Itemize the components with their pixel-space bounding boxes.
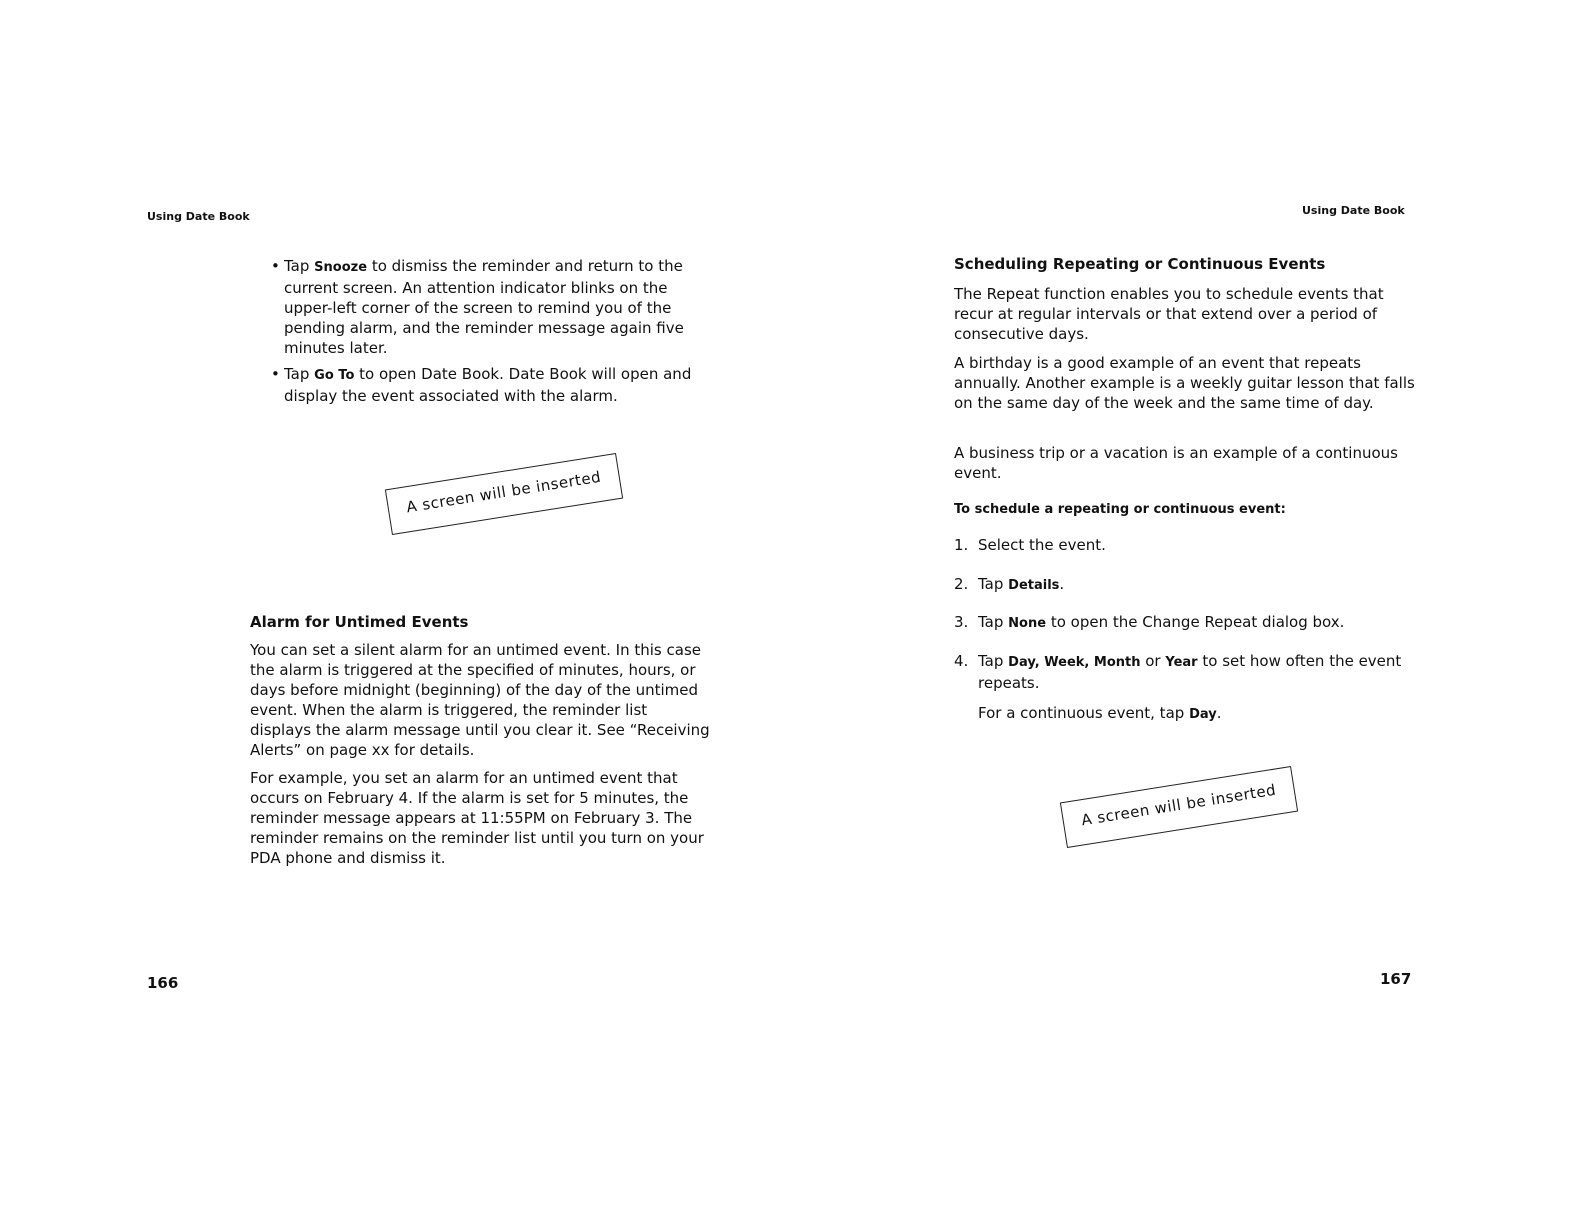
section-title: Alarm for Untimed Events [250, 613, 469, 631]
list-item: • Tap Go To to open Date Book. Date Book will open and display the event associated with the alarm. [268, 364, 708, 406]
running-head: Using Date Book [1302, 204, 1405, 217]
step-4: 4. Tap Day, Week, Month or Year to set how often the event repeats. For a continuous event, tap Day. [954, 651, 1404, 725]
step-1: 1. Select the event. [954, 536, 1106, 554]
step-2: 2. Tap Details. [954, 575, 1065, 593]
section-title: Scheduling Repeating or Continuous Events [954, 255, 1326, 273]
snooze-term: Snooze [314, 260, 368, 275]
details-term: Details [1008, 578, 1060, 593]
screenshot-placeholder: A screen will be inserted [1060, 766, 1298, 848]
page-number: 167 [1380, 970, 1412, 988]
screenshot-placeholder: A screen will be inserted [385, 453, 623, 535]
right-page [792, 0, 1584, 1224]
frequency-terms: Day, Week, Month [1008, 655, 1141, 670]
paragraph: The Repeat function enables you to schedule events that recur at regular intervals or that extend over a period of consecutive days. [954, 285, 1384, 343]
paragraph: A business trip or a vacation is an example of a continuous event. [954, 444, 1398, 482]
paragraph: You can set a silent alarm for an untimed event. In this case the alarm is triggered at the specified of minutes, hours, or days before midnight (beginning) of the day of the untimed event. When the alarm is triggered, the reminder list displays the alarm message until you clear it. See “Receiving Alerts” on page xx for details. [250, 641, 710, 759]
year-term: Year [1165, 655, 1198, 670]
running-head: Using Date Book [147, 210, 250, 223]
step-4-note: For a continuous event, tap Day. [978, 704, 1222, 722]
page-number: 166 [147, 974, 179, 992]
none-term: None [1008, 616, 1047, 631]
day-term: Day [1189, 707, 1217, 722]
list-item: • Tap Snooze to dismiss the reminder and return to the current screen. An attention indicator blinks on the upper-left corner of the screen to remind you of the pending alarm, and the reminder message again five minutes later. [268, 256, 708, 358]
paragraph: A birthday is a good example of an event that repeats annually. Another example is a weekly guitar lesson that falls on the same day of the week and the same time of day. [954, 354, 1415, 412]
paragraph: For example, you set an alarm for an untimed event that occurs on February 4. If the alarm is set for 5 minutes, the reminder message appears at 11:55PM on February 3. The reminder remains on the reminder list until you turn on your PDA phone and dismiss it. [250, 769, 704, 867]
bullet-list [268, 256, 708, 412]
go-to-term: Go To [314, 368, 355, 383]
step-3: 3. Tap None to open the Change Repeat dialog box. [954, 613, 1345, 631]
procedure-title: To schedule a repeating or continuous event: [954, 502, 1286, 517]
